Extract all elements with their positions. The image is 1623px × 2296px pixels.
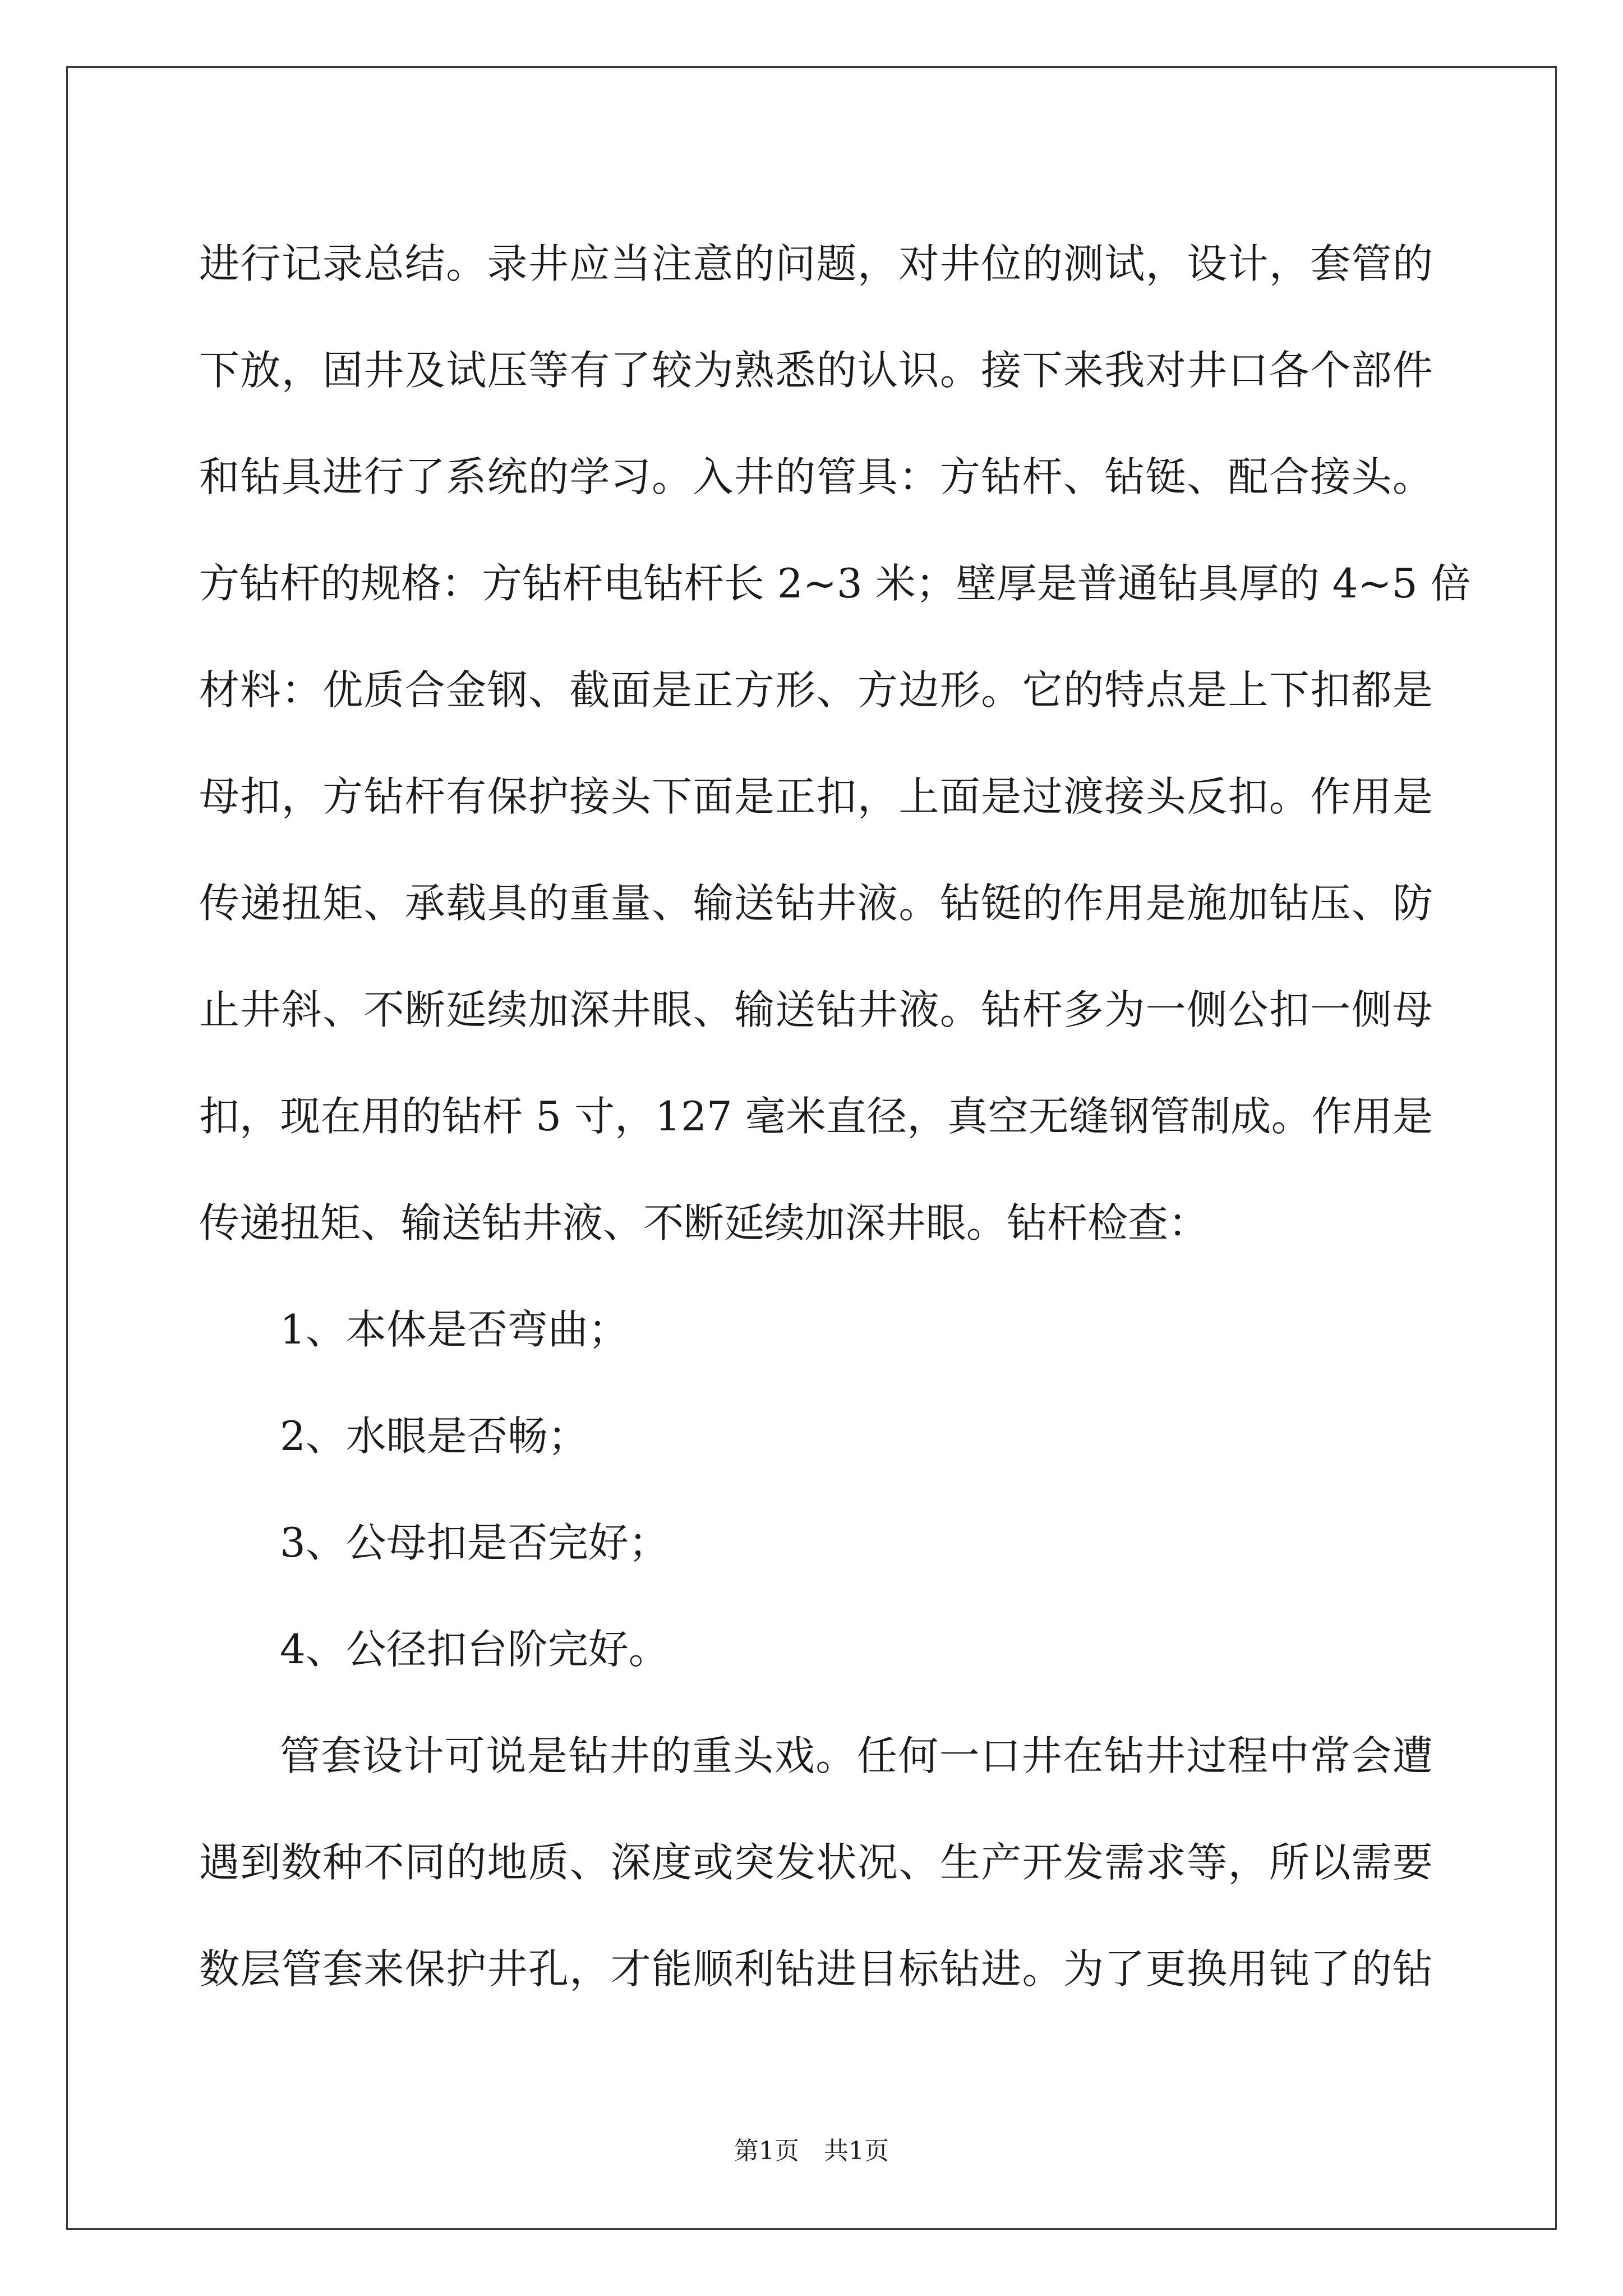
text-line: 材料：优质合金钢、截面是正方形、方边形。它的特点是上下扣都是 bbox=[199, 666, 1433, 714]
text-line: 传递扭矩、输送钻井液、不断延续加深井眼。钻杆检查： bbox=[199, 1199, 1209, 1246]
checklist-item: 3、公母扣是否完好； bbox=[280, 1519, 669, 1566]
text-line: 和钻具进行了系统的学习。入井的管具：方钻杆、钻铤、配合接头。 bbox=[199, 453, 1433, 500]
checklist-item: 4、公径扣台阶完好。 bbox=[280, 1626, 669, 1673]
checklist-item: 1、本体是否弯曲； bbox=[280, 1306, 629, 1353]
page-footer: 第1页 共1页 bbox=[734, 2137, 889, 2165]
paragraph-line: 管套设计可说是钻井的重头戏。任何一口井在钻井过程中常会遭 bbox=[280, 1732, 1433, 1779]
document-body bbox=[199, 210, 1471, 2022]
text-line: 扣，现在用的钻杆 5 寸，127 毫米直径，真空无缝钢管制成。作用是 bbox=[199, 1093, 1433, 1140]
text-line: 母扣，方钻杆有保护接头下面是正扣，上面是过渡接头反扣。作用是 bbox=[199, 773, 1433, 820]
text-line: 方钻杆的规格：方钻杆电钻杆长 2~3 米；壁厚是普通钻具厚的 4~5 倍 bbox=[199, 560, 1471, 607]
checklist-item: 2、水眼是否畅； bbox=[280, 1412, 588, 1460]
text-line: 止井斜、不断延续加深井眼、输送钻井液。钻杆多为一侧公扣一侧母 bbox=[199, 986, 1433, 1033]
paragraph-line: 数层管套来保护井孔，才能顺利钻进目标钻进。为了更换用钝了的钻 bbox=[199, 1945, 1433, 1993]
paragraph-line: 遇到数种不同的地质、深度或突发状况、生产开发需求等，所以需要 bbox=[199, 1839, 1433, 1886]
text-line: 进行记录总结。录井应当注意的问题，对井位的测试，设计，套管的 bbox=[199, 240, 1433, 287]
text-line: 传递扭矩、承载具的重量、输送钻井液。钻铤的作用是施加钻压、防 bbox=[199, 880, 1433, 927]
text-line: 下放，固井及试压等有了较为熟悉的认识。接下来我对井口各个部件 bbox=[199, 347, 1433, 394]
